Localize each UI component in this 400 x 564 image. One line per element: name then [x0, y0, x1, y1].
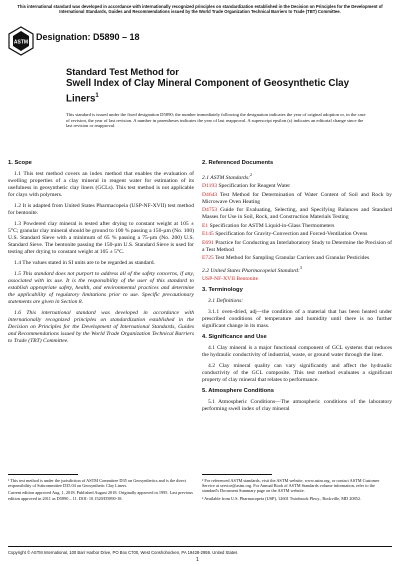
reference-item [202, 240, 392, 254]
reference-list [202, 183, 392, 262]
paragraph-4-2: 4.2 Clay mineral quality can vary significantly and affect the hydraulic conductivity of the GCL composite. This test method evaluates a significant property of clay mineral that relates to performance. [202, 363, 392, 384]
title-text: Swell Index of Clay Mineral Component of Geosynthetic Clay Liners [66, 78, 350, 105]
reference-link[interactable]: E691 [202, 239, 214, 246]
reference-item [202, 192, 392, 206]
paragraph-1-3: 1.3 Powdered clay mineral is tested after drying to constant weight at 105 ± 5°C; granular clay mineral should be ground to 100 % passing a 150-µm (No. 100) U.S. Standard Sieve with a minimum of 65 % passing a 75-µm (No. 200) U.S. Standard Sieve. The bentonite passing the 150-µm U.S. Standard Sieve is used for testing after drying to constant weight at 105 ± 5°C. [8, 221, 194, 255]
reference-item [202, 207, 392, 221]
reference-title: Guide for Evaluating, Selecting, and Specifying Balances and Standard Masses for Use in Soil, Rock, and Construction Materials Testing [202, 207, 392, 221]
reference-title: Practice for Conducting an Interlaboratory Study to Determine the Precision of a Test Method [202, 239, 392, 253]
usp-reference-link[interactable]: USP-NF-XVII Bentonite [202, 276, 259, 283]
reference-item [202, 231, 392, 238]
footnote-divider [8, 474, 78, 475]
reference-title: Test Method for Sampling Granular Carriers and Granular Pesticides [215, 255, 370, 262]
reference-title: Specification for Gravity-Convection and Forced-Ventilation Ovens [215, 231, 368, 238]
usp-standard-intro [202, 264, 392, 275]
title-footnote-ref[interactable]: 1 [95, 93, 99, 99]
paragraph-5-1: 5.1 Atmospheric Conditions—The atmospheric conditions of the laboratory performing swell index of clay mineral [202, 399, 392, 413]
reference-item [202, 255, 392, 262]
footnotes-left [8, 478, 194, 501]
footnote-ref-3[interactable]: 3 [299, 264, 302, 270]
footnote-3: ³ Available from U.S. Pharmacopeia (USP), 12601 Twinbrook Pkwy., Rockville, MD 20852. [202, 495, 362, 501]
reference-link[interactable]: D4753 [202, 207, 218, 214]
referenced-documents-heading: 2. Referenced Documents [202, 160, 274, 166]
scope-heading: 1. Scope [8, 160, 32, 166]
paragraph-3-1-1: 3.1.1 oven-dried, adj—the condition of a material that has been heated under prescribed conditions of temperature and humidity until there is no further significant change in its mass. [202, 309, 392, 330]
footnote-ref-2[interactable]: 2 [250, 172, 253, 177]
reference-link[interactable]: E1 [202, 222, 209, 229]
astm-logo-icon [8, 26, 34, 56]
issue-note: This standard is issued under the fixed designation D5890; the number immediately following the designation indicates the year of original adoption or, in the case of revision, the year of last revision. A number in parentheses indicates the year of last reapproval. A superscript epsilon (ε) indicates an editorial change since the last revision or reapproval. [66, 112, 366, 129]
terminology-heading: 3. Terminology [202, 287, 243, 294]
copyright-notice: Copyright © ASTM International, 100 Barr Harbor Drive, PO Box C700, West Conshohocken, PA 19428-2959. United States [8, 550, 238, 555]
right-column [202, 158, 392, 417]
page-number: 1 [196, 557, 199, 563]
paragraph-1-2: 1.2 It is adapted from United States Pharmacopeia (USP-NF-XVII) test method for bentonite. [8, 203, 194, 216]
document-title [66, 78, 366, 105]
reference-link[interactable]: E725 [202, 255, 214, 262]
paragraph-1-5: 1.5 This standard does not purport to address all of the safety concerns, if any, associated with its use. It is the responsibility of the user of this standard to establish appropriate safety, health, and environmental practices and determine the applicability of regulatory limitations prior to use. Specific precautionary statements are given in Section 8. [8, 271, 194, 305]
reference-title: Specification for Reagent Water [218, 183, 291, 190]
footnotes-right [202, 478, 392, 501]
footer-divider [8, 546, 392, 547]
svg-text:ASTM: ASTM [13, 39, 29, 46]
reference-link[interactable]: E145 [202, 231, 214, 238]
paragraph-1-4: 1.4 The values stated in SI units are to be regarded as standard. [14, 260, 155, 266]
designation: Designation: D5890 – 18 [36, 32, 140, 42]
reference-title: Test Method for Determination of Water Content of Soil and Rock by Microwave Oven Heating [202, 191, 392, 205]
usp-standard-label: 2.2 United States Pharmacopeial Standard: [202, 267, 300, 274]
left-column [8, 158, 194, 349]
reference-title: Specification for ASTM Liquid-in-Glass Thermometers [209, 222, 335, 229]
paragraph-4-1: 4.1 Clay mineral is a major functional component of GCL systems that reduces the hydraulic conductivity of industrial, waste, or ground water through the liner. [202, 345, 392, 359]
astm-standards-label: 2.1 ASTM Standards: [202, 174, 251, 181]
paragraph-3-1: 3.1 Definitions: [208, 298, 244, 305]
international-standard-notice: This international standard was developed in accordance with internationally recognized principles on standardization established in the Decision on Principles for the Development of International Standards, Guides and Recommendations issued by the World Trade Organization Technical Barriers to Trade (TBT) Committee. [17, 4, 383, 15]
reference-link[interactable]: D4643 [202, 191, 218, 198]
paragraph-1-1: 1.1 This test method covers an index method that enables the evaluation of swelling properties of a clay mineral in reagent water for estimation of its usefulness in geosynthetic clay liners (GCLs). This test method is not applicable for clays with polymers. [8, 171, 194, 198]
reference-item [202, 183, 392, 190]
reference-item [202, 223, 392, 230]
reference-link[interactable]: D1193 [202, 183, 218, 190]
atmosphere-heading: 5. Atmosphere Conditions [202, 388, 274, 395]
footnote-1: ¹ This test method is under the jurisdiction of ASTM Committee D35 on Geosynthetics and is the direct responsibility of Subcommittee D35.04 on Geosynthetic Clay Liners. [8, 478, 186, 489]
title-prefix: Standard Test Method for [66, 66, 179, 77]
significance-heading: 4. Significance and Use [202, 334, 267, 341]
astm-standards-intro [202, 171, 392, 182]
footnote-divider [202, 474, 272, 475]
footnote-2: ² For referenced ASTM standards, visit the ASTM website, www.astm.org, or contact ASTM Customer Service at service@astm.org. For Annual Book of ASTM Standards volume information, refer to the standard's Document Summary page on the ASTM website. [202, 478, 380, 494]
footnote-1-edition: Current edition approved Aug. 1, 2018. Published August 2018. Originally approved in 1995. Last previous edition approved in 2011 as D5890 – 11. DOI: 10.1520/D5890-18. [8, 490, 193, 501]
paragraph-1-6: 1.6 This international standard was developed in accordance with internationally recognized principles on standardization established in the Decision on Principles for the Development of International Standards, Guides and Recommendations issued by the World Trade Organization Technical Barriers to Trade (TBT) Committee. [8, 310, 194, 344]
